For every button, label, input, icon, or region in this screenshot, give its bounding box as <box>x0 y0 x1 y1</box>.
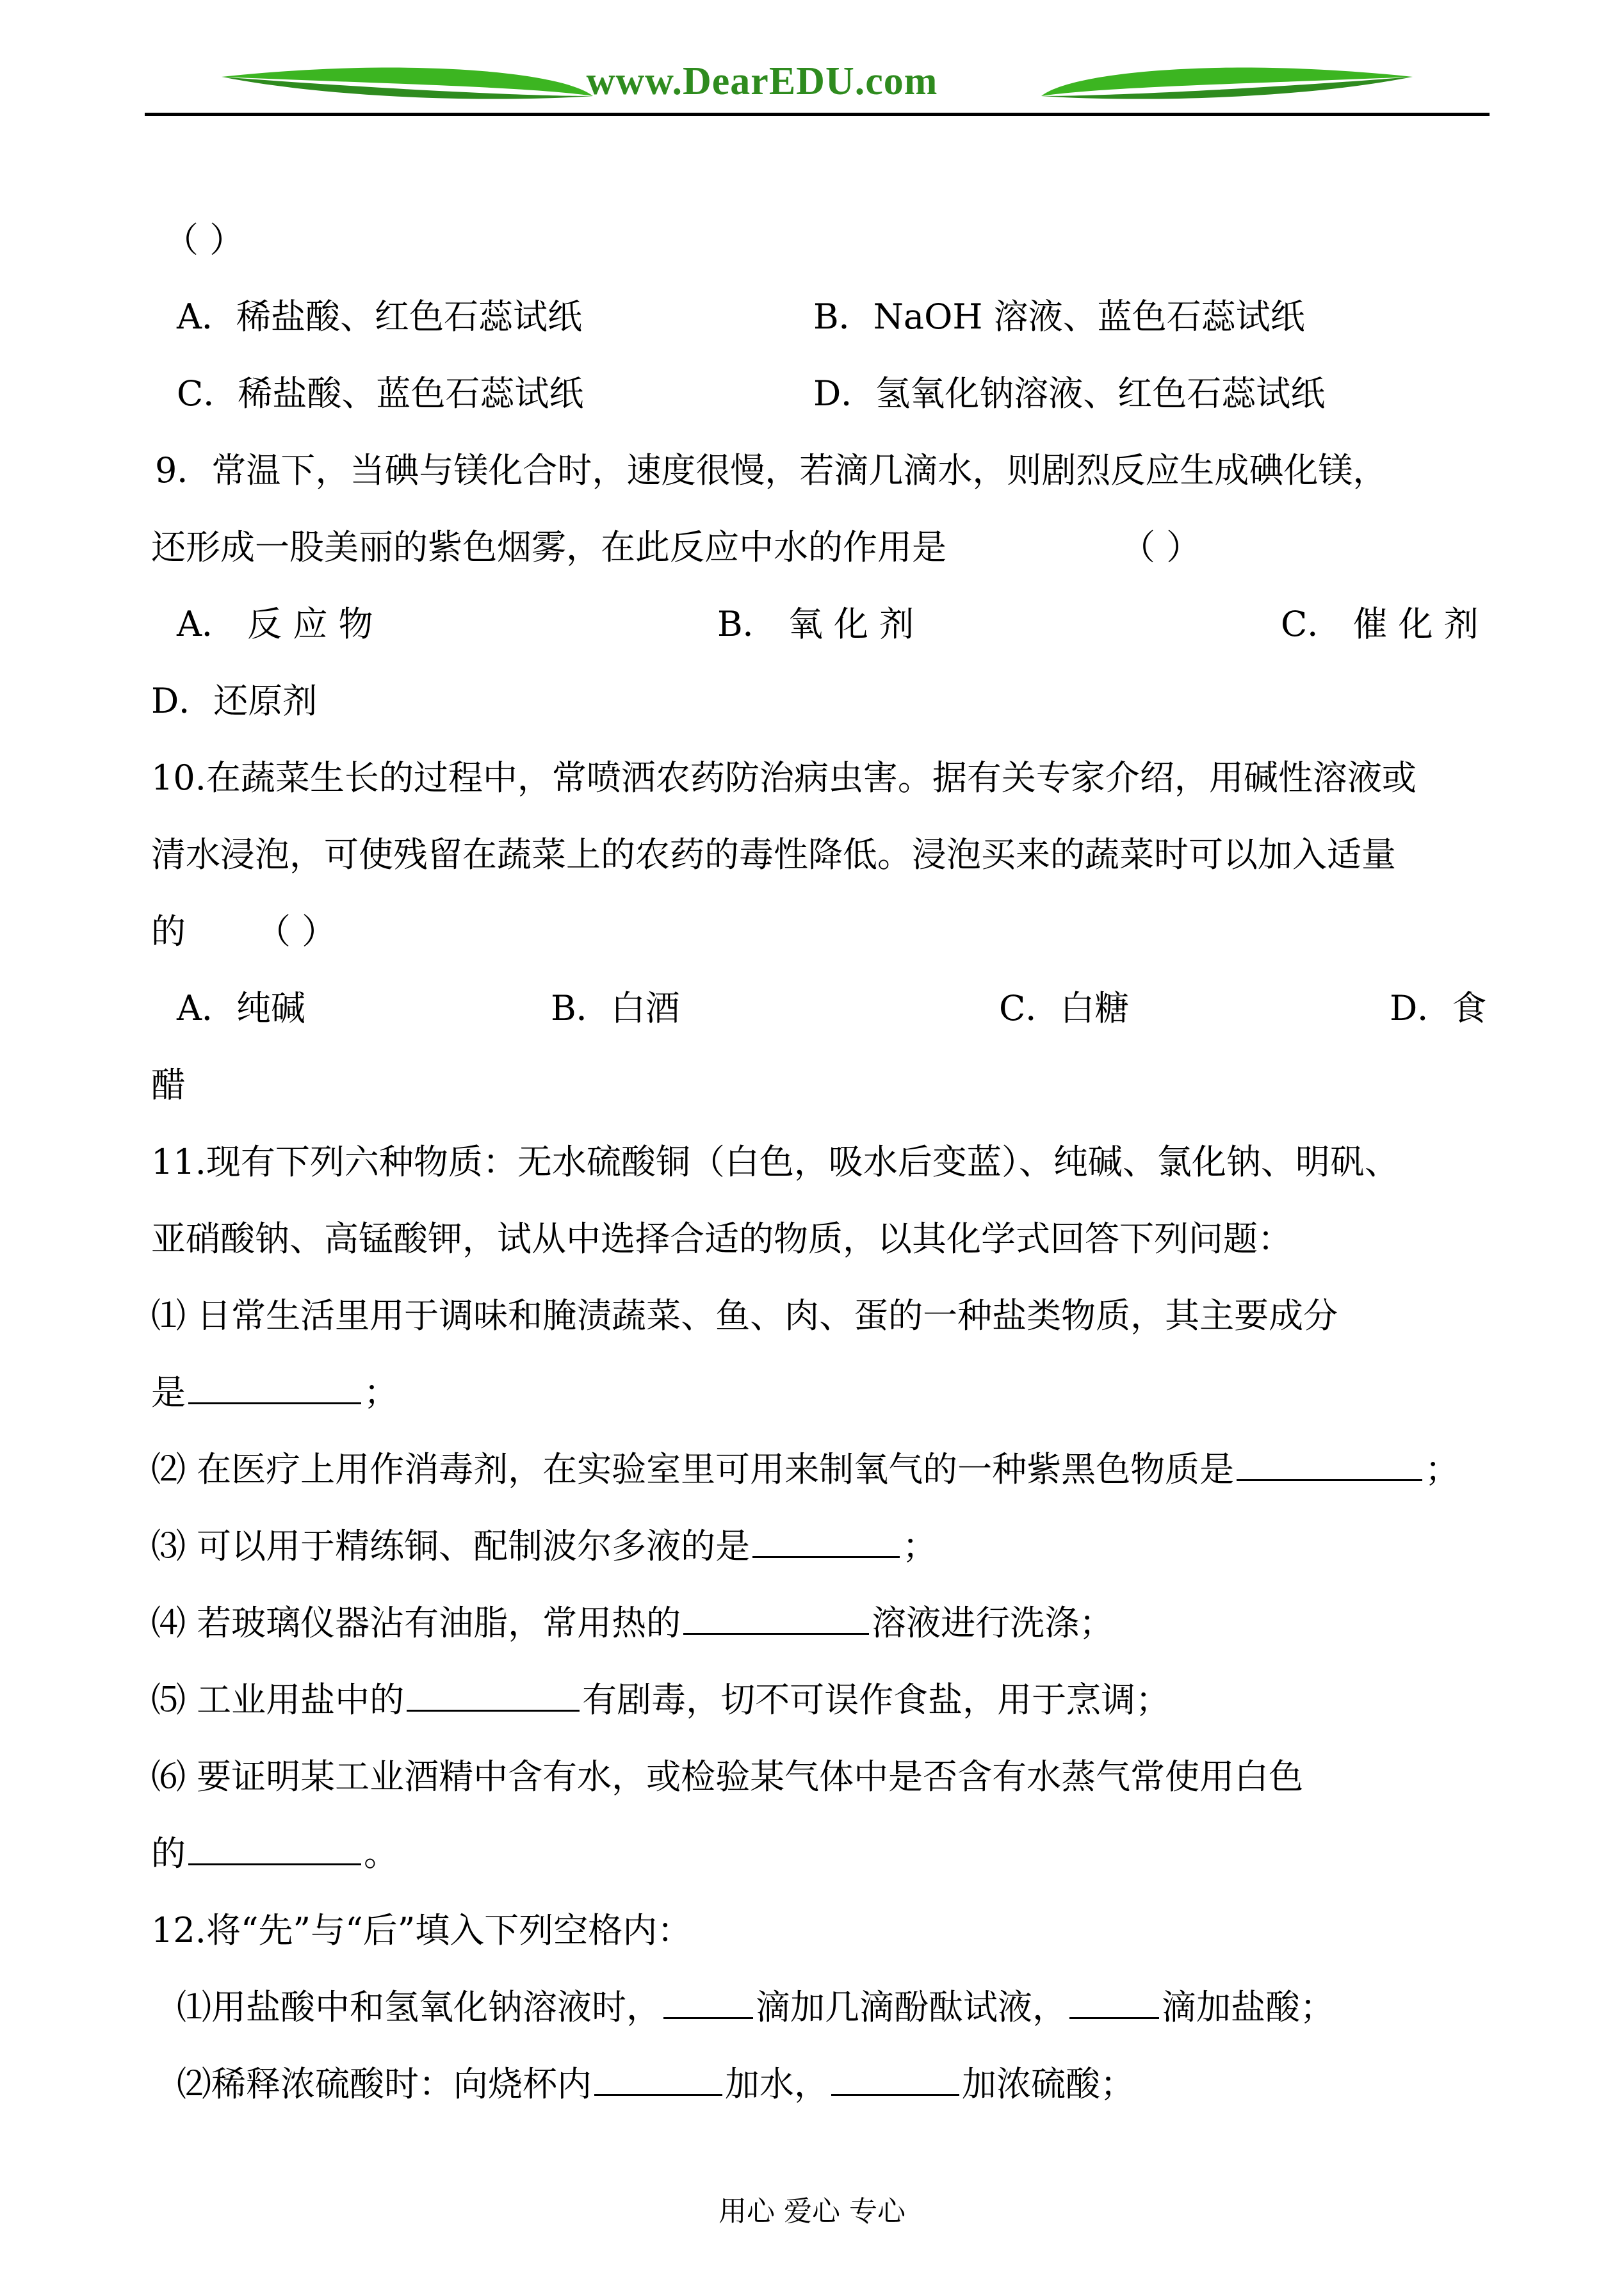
q10-option-a: A．纯碱 <box>177 988 305 1028</box>
q9-option-d: D．还原剂 <box>151 681 318 721</box>
q9-answer-paren: （ ） <box>1121 527 1201 567</box>
q8-option-d: D．氢氧化钠溶液、红色石蕊试纸 <box>813 373 1326 414</box>
q12-sub1-blank2[interactable] <box>1069 2016 1159 2019</box>
q11-sub5-blank[interactable] <box>407 1709 580 1712</box>
q11-sub6-line2 <box>151 1831 398 1876</box>
q9-option-a: A． 反 应 物 <box>177 604 373 644</box>
q10-option-d-cont: 醋 <box>151 1065 186 1105</box>
q11-sub2 <box>151 1447 1459 1492</box>
q12-sub2 <box>177 2062 1135 2107</box>
q11-sub1-blank[interactable] <box>188 1402 361 1404</box>
q11-sub5-end: 有剧毒，切不可误作食盐，用于烹调； <box>582 1680 1171 1720</box>
q12-sub2-blank1[interactable] <box>594 2093 722 2096</box>
header-divider <box>145 113 1490 116</box>
q10-option-c: C．白糖 <box>999 988 1130 1028</box>
q10-stem-line1: 10.在蔬菜生长的过程中，常喷洒农药防治病虫害。据有关专家介绍，用碱性溶液或 <box>151 758 1417 798</box>
q12-sub2-mid: 加水， <box>725 2064 829 2104</box>
q9-option-c: C． 催 化 剂 <box>1281 604 1479 644</box>
q11-sub2-blank[interactable] <box>1237 1479 1422 1481</box>
q12-sub1-end: 滴加盐酸； <box>1162 1987 1335 2027</box>
q9-stem-line1: 9．常温下，当碘与镁化合时，速度很慢，若滴几滴水，则剧烈反应生成碘化镁， <box>155 450 1388 491</box>
q11-sub4 <box>151 1601 1114 1646</box>
q10-option-d: D．食 <box>1390 988 1487 1028</box>
q11-sub5 <box>151 1678 1170 1723</box>
q11-sub3-blank[interactable] <box>752 1555 900 1558</box>
q12-sub1 <box>177 1985 1335 2030</box>
q11-sub1-line2 <box>151 1370 398 1415</box>
q11-sub4-text: ⑷ 若玻璃仪器沾有油脂，常用热的 <box>151 1603 681 1643</box>
q11-sub1-line1: ⑴ 日常生活里用于调味和腌渍蔬菜、鱼、肉、蛋的一种盐类物质，其主要成分 <box>151 1295 1338 1336</box>
q11-sub5-text: ⑸ 工业用盐中的 <box>151 1680 405 1720</box>
q9-option-b: B． 氧 化 剂 <box>717 604 914 644</box>
q11-sub6-blank[interactable] <box>188 1863 361 1865</box>
q12-stem: 12.将“先”与“后”填入下列空格内： <box>151 1910 692 1950</box>
q11-sub2-end: ； <box>1425 1449 1460 1489</box>
q11-sub1-text: 是 <box>151 1372 186 1413</box>
q11-sub6-end: 。 <box>364 1833 398 1874</box>
q8-answer-paren: （ ） <box>164 220 245 260</box>
q10-option-b: B．白酒 <box>551 988 680 1028</box>
q9-stem-line2: 还形成一股美丽的紫色烟雾，在此反应中水的作用是 <box>151 527 946 567</box>
q11-sub6-text: 的 <box>151 1833 186 1874</box>
q8-option-a: A．稀盐酸、红色石蕊试纸 <box>177 296 582 337</box>
q11-sub4-blank[interactable] <box>683 1632 869 1635</box>
q12-sub2-end: 加浓硫酸； <box>962 2064 1135 2104</box>
q10-stem-line3: 的 <box>151 911 186 952</box>
q11-sub1-end: ； <box>364 1372 398 1413</box>
q10-stem-line2: 清水浸泡，可使残留在蔬菜上的农药的毒性降低。浸泡买来的蔬菜时可以加入适量 <box>151 834 1396 875</box>
q8-option-b: B．NaOH 溶液、蓝色石蕊试纸 <box>813 296 1305 337</box>
q8-option-c: C．稀盐酸、蓝色石蕊试纸 <box>177 373 584 414</box>
site-logo-text: www.DearEDU.com <box>586 60 938 103</box>
q11-sub3 <box>151 1524 937 1569</box>
page-footer: 用心 爱心 专心 <box>719 2195 905 2228</box>
q11-sub3-text: ⑶ 可以用于精练铜、配制波尔多液的是 <box>151 1526 751 1566</box>
q11-sub6-line1: ⑹ 要证明某工业酒精中含有水，或检验某气体中是否含有水蒸气常使用白色 <box>151 1756 1304 1797</box>
q12-sub2-text: ⑵稀释浓硫酸时：向烧杯内 <box>177 2064 592 2104</box>
q12-sub2-blank2[interactable] <box>831 2093 959 2096</box>
q12-sub1-blank1[interactable] <box>663 2016 753 2019</box>
q10-answer-paren: （ ） <box>256 911 337 952</box>
q12-sub1-text: ⑴用盐酸中和氢氧化钠溶液时， <box>177 1987 661 2027</box>
q11-stem-line1: 11.现有下列六种物质：无水硫酸铜（白色，吸水后变蓝）、纯碱、氯化钠、明矾、 <box>151 1142 1399 1182</box>
q11-sub3-end: ； <box>902 1526 938 1566</box>
q12-sub1-mid: 滴加几滴酚酞试液， <box>756 1987 1067 2027</box>
q11-sub4-end: 溶液进行洗涤； <box>872 1603 1114 1643</box>
q11-sub2-text: ⑵ 在医疗上用作消毒剂，在实验室里可用来制氧气的一种紫黑色物质是 <box>151 1449 1235 1489</box>
q11-stem-line2: 亚硝酸钠、高锰酸钾，试从中选择合适的物质，以其化学式回答下列问题： <box>151 1219 1292 1259</box>
